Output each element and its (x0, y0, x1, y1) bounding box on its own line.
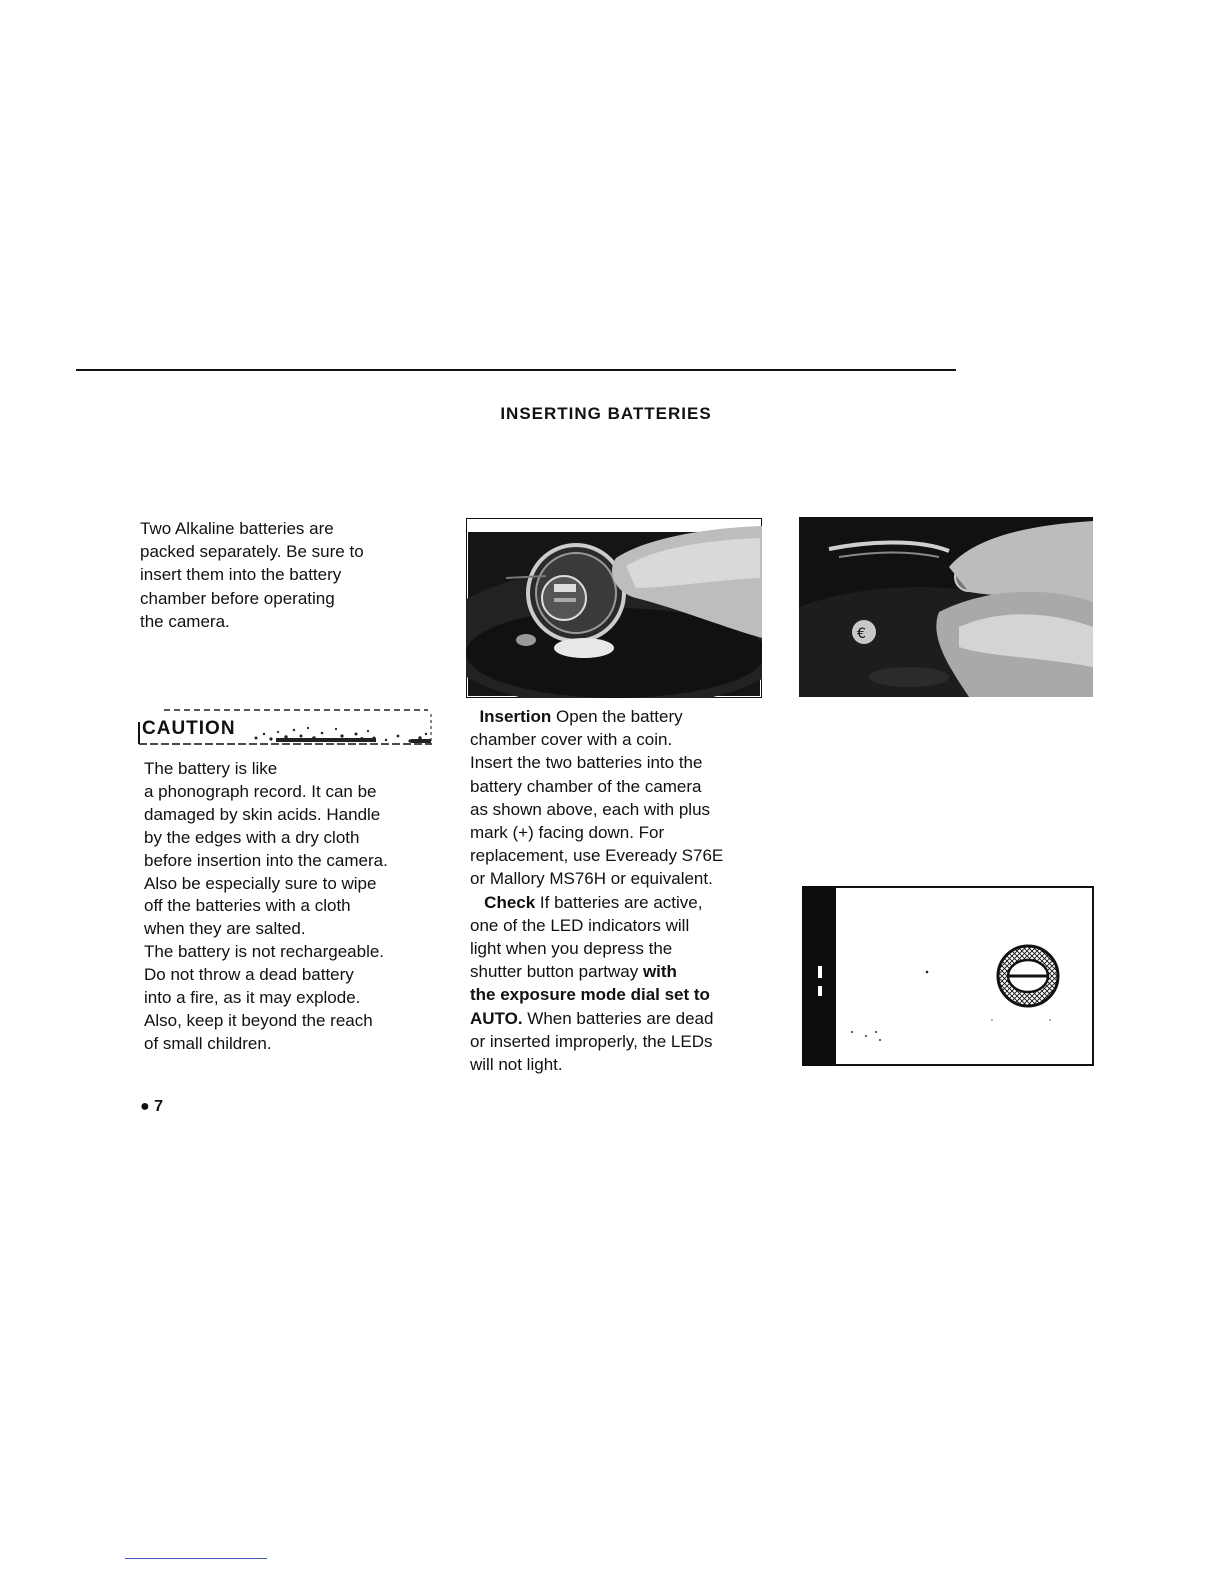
caution-line: by the edges with a dry cloth (144, 827, 360, 847)
viewfinder-led-diagram (802, 886, 1094, 1066)
check-line: one of the LED indicators will (470, 915, 690, 935)
intro-line: packed separately. Be sure to (140, 542, 364, 562)
insertion-line: Open the battery (551, 707, 683, 726)
check-line: light when you depress the (470, 939, 673, 959)
insertion-line: battery chamber of the camera (470, 776, 702, 796)
insertion-line: Insert the two batteries into the (470, 753, 703, 773)
caution-line: a phonograph record. It can be (144, 781, 377, 801)
check-heading: Check (484, 892, 536, 912)
top-rule (76, 369, 956, 371)
check-line: or inserted improperly, the LEDs (470, 1031, 713, 1051)
caution-line: Also be especially sure to wipe (144, 873, 377, 893)
photo-coin-opening-battery-cover (466, 518, 762, 698)
instructions-column (470, 705, 790, 1076)
check-line-bold: AUTO. (470, 1008, 523, 1028)
caution-line: when they are salted. (144, 919, 306, 939)
page-number: ● 7 (140, 1098, 164, 1115)
check-first-line (470, 891, 790, 914)
intro-line: insert them into the battery (140, 565, 342, 585)
svg-text:€: € (857, 626, 866, 642)
check-line-bold: with (642, 962, 677, 982)
insertion-first-line (470, 705, 790, 728)
insertion-heading: Insertion (479, 707, 552, 726)
check-line: will not light. (470, 1055, 563, 1075)
intro-line: the camera. (140, 611, 230, 631)
caution-line: damaged by skin acids. Handle (144, 804, 381, 824)
caution-label: CAUTION (142, 718, 236, 739)
viewfinder-graphic (802, 886, 1094, 1066)
insertion-line: mark (+) facing down. For (470, 823, 665, 843)
check-line (470, 960, 790, 983)
caution-line: of small children. (144, 1033, 272, 1053)
bottom-rule (125, 1558, 267, 1559)
check-line: If batteries are active, (535, 892, 703, 912)
caution-line: before insertion into the camera. (144, 850, 388, 870)
caution-line: The battery is not rechargeable. (144, 942, 385, 962)
check-line (470, 1007, 790, 1030)
insertion-line: or Mallory MS76H or equivalent. (470, 869, 713, 889)
intro-paragraph (140, 517, 440, 633)
check-line-text: shutter button partway (470, 962, 643, 982)
caution-line: The battery is like (144, 759, 278, 778)
caution-line: Do not throw a dead battery (144, 965, 354, 985)
photo-2-graphic (799, 517, 1093, 697)
caution-line: Also, keep it beyond the reach (144, 1010, 373, 1030)
caution-paragraph (144, 758, 454, 1056)
caution-header (136, 708, 434, 746)
page-title: INSERTING BATTERIES (500, 404, 712, 423)
caution-line: into a fire, as it may explode. (144, 988, 361, 1008)
insertion-line: replacement, use Eveready S76E (470, 846, 724, 866)
intro-line: chamber before operating (140, 588, 335, 608)
check-line-text: When batteries are dead (522, 1008, 714, 1028)
insertion-line: as shown above, each with plus (470, 799, 711, 819)
check-line-bold: the exposure mode dial set to (470, 985, 710, 1005)
intro-line: Two Alkaline batteries are (140, 519, 334, 538)
photo-1-graphic (466, 518, 762, 698)
photo-inserting-batteries (799, 517, 1093, 697)
caution-line: off the batteries with a cloth (144, 896, 351, 916)
insertion-line: chamber cover with a coin. (470, 730, 673, 750)
